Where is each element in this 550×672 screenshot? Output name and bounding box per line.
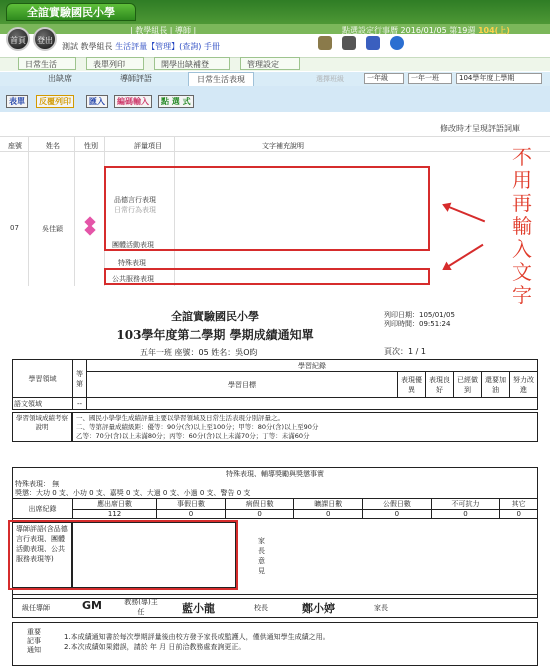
domain-header: 學習領域	[13, 360, 73, 398]
annotation-text	[512, 146, 532, 307]
tab-daily-performance[interactable]: 日常生活表現	[188, 72, 254, 86]
report-title: 103學年度第二學期 學期成績通知單	[116, 328, 314, 342]
tab-attendance[interactable]: 出缺席	[48, 74, 72, 83]
att-h4: 公假日數	[363, 499, 432, 510]
menu-management[interactable]: 管理設定	[240, 57, 300, 70]
logout-button[interactable]: 登出	[33, 27, 57, 51]
teacher-comment-label: 導師評語(含品德言行表現、團體活動表現、公共服務表現等)	[12, 522, 72, 588]
toolbar-icons	[318, 36, 414, 52]
homeroom-label: 級任導師	[22, 604, 50, 612]
report-school: 全誼實驗國民小學	[171, 310, 259, 323]
dean-label: 教務(導)主任	[124, 598, 158, 616]
item-morality[interactable]: 品德言行表現	[114, 196, 156, 204]
col-excellent: 表現優異	[398, 372, 426, 398]
click-mode-button[interactable]: 點 選 式	[158, 95, 194, 108]
report-card	[0, 300, 550, 672]
homeroom-name: GM	[82, 599, 102, 612]
menu-daily-life[interactable]: 日常生活	[18, 57, 76, 70]
att-h0: 應出席日數	[73, 499, 157, 510]
item-group-activity[interactable]: 團體活動表現	[112, 241, 154, 249]
printer-icon[interactable]	[318, 36, 332, 50]
att-v2: 0	[225, 510, 294, 519]
home-button[interactable]: 首頁	[6, 27, 30, 51]
class-select-prompt: 選擇班級	[316, 75, 344, 83]
notice-line-1: 1.本成績通知書於每次學期評量後由校方發予家長或監護人，僅供通知學生成績之用。	[64, 633, 330, 641]
login-user: 測試 教學組長	[62, 42, 113, 51]
highlight-box-report	[8, 520, 238, 590]
print-date: 列印日期：105/01/05	[384, 311, 455, 319]
annotation-char: 字	[512, 283, 532, 307]
grid-header	[0, 136, 550, 152]
col-gender: 性別	[84, 142, 98, 150]
import-button[interactable]: 匯入	[86, 95, 108, 108]
col-improve: 努力改進	[510, 372, 538, 398]
col-good: 表現良好	[426, 372, 454, 398]
date-info	[342, 25, 510, 36]
att-h5: 不可抗力	[431, 499, 500, 510]
annotation-char: 文	[512, 260, 532, 284]
att-v1: 0	[157, 510, 226, 519]
annotation-char: 再	[512, 191, 532, 215]
term-select[interactable]: 104學年度上學期	[456, 73, 542, 84]
info-icon[interactable]	[390, 36, 404, 50]
notice-label: 重要記事通知	[27, 628, 41, 654]
seat-number: 07	[10, 224, 19, 232]
phrase-bank-hint: 修改時才呈現評語詞庫	[440, 124, 520, 133]
att-v5: 0	[431, 510, 500, 519]
manual-link[interactable]: 手冊	[203, 42, 220, 51]
att-h6: 其它	[500, 499, 538, 510]
current-date: 2016/01/05 第19週	[400, 26, 476, 35]
student-name: 吳佳穎	[42, 225, 63, 233]
col-done: 已經做到	[454, 372, 482, 398]
class-select[interactable]: 一年一班	[408, 73, 452, 84]
col-item: 評量項目	[134, 142, 162, 150]
col-name: 姓名	[46, 142, 60, 150]
rubric-line: 二、等第評量成績級距：優等：90分(含)以上至100分；甲等：80分(含)以上至90分	[76, 423, 319, 431]
tab-teacher-comment[interactable]: 導師評語	[120, 74, 152, 83]
domain-language-rank: --	[73, 398, 87, 410]
domain-language: 語文領域	[13, 398, 73, 410]
att-v6: 0	[500, 510, 538, 519]
menu-form-print[interactable]: 表單列印	[86, 57, 144, 70]
print-time: 列印時間：09:51:24	[384, 320, 451, 328]
login-info	[62, 41, 220, 52]
col-note: 文字補充說明	[262, 142, 304, 150]
student-line: 五年一班 座號：05 姓名：吳O昀	[140, 348, 258, 357]
arrow-upper	[444, 204, 486, 222]
rubric-label: 學習領域成績考察說明	[12, 412, 72, 442]
principal-name: 鄭小婷	[302, 602, 335, 615]
book-icon[interactable]	[366, 36, 380, 50]
reward-line: 獎懲：大功 0 支、小功 0 支、嘉獎 0 支、大過 0 支、小過 0 支、警告 0 支	[15, 489, 251, 497]
female-icon-lower	[84, 224, 95, 235]
parent-label: 家長	[374, 604, 388, 612]
batch-print-button[interactable]: 反覆列印	[36, 95, 74, 108]
document-icon[interactable]	[342, 36, 356, 50]
att-h2: 病假日數	[225, 499, 294, 510]
attendance-table	[12, 498, 538, 519]
action-band	[0, 86, 550, 112]
attendance-label: 出席紀錄	[13, 499, 73, 519]
annotation-char: 輸	[512, 214, 532, 238]
dean-name: 藍小龍	[182, 602, 215, 615]
form-button[interactable]: 表單	[6, 95, 28, 108]
record-header: 學習紀錄	[87, 360, 538, 372]
notice-line-2: 2.本次成績如果錯誤，請於 年 月 日前洽教務處查詢更正。	[64, 643, 246, 651]
att-v3: 0	[294, 510, 363, 519]
highlight-box-upper	[104, 166, 430, 251]
school-name-tab: 全誼實驗國民小學	[6, 3, 136, 21]
item-public-service[interactable]: 公共服務表現	[112, 275, 154, 283]
rank-header: 等第	[73, 360, 87, 398]
col-seat: 座號	[8, 142, 22, 150]
app-shell	[0, 0, 550, 307]
rubric-line: 乙等：70分(含)以上未滿80分；丙等：60分(含)以上未滿70分；丁等：未滿60分	[76, 432, 310, 440]
highlight-box-lower	[104, 268, 430, 285]
col-keep-going: 還要加油	[482, 372, 510, 398]
special-line: 特殊表現： 無	[15, 480, 60, 488]
role-links[interactable]: | 教學組長 | 導師 |	[130, 26, 197, 35]
att-v0: 112	[73, 510, 157, 519]
menu-attendance-fill[interactable]: 開學出缺補登	[154, 57, 230, 70]
code-input-button[interactable]: 編碼輸入	[114, 95, 152, 108]
annotation-char: 不	[512, 145, 532, 169]
special-header: 特殊表現、輔導獎勵與獎懲事實	[226, 470, 324, 478]
calendar-link[interactable]: 點選設定行事曆	[342, 26, 398, 35]
item-daily-behavior[interactable]: 日常行為表現	[114, 206, 156, 214]
grade-select[interactable]: 一年級	[364, 73, 404, 84]
annotation-char: 入	[512, 237, 532, 261]
module-label: 生活評量【管理】(查詢)	[115, 42, 202, 51]
learning-table	[12, 359, 538, 410]
rubric-text	[72, 412, 538, 442]
arrow-lower	[443, 244, 483, 270]
principal-label: 校長	[254, 604, 268, 612]
goal-header: 學習目標	[87, 372, 398, 398]
item-special[interactable]: 特殊表現	[118, 259, 146, 267]
att-h3: 曠課日數	[294, 499, 363, 510]
rubric-line: 一、國民小學學生成績評量主要以學習領域及日常生活表現分別評量之。	[76, 414, 284, 422]
page-number: 頁次：1 / 1	[384, 347, 426, 356]
att-v4: 0	[363, 510, 432, 519]
annotation-char: 用	[512, 168, 532, 192]
parent-comment-label: 家長意見	[258, 537, 265, 575]
att-h1: 事假日數	[157, 499, 226, 510]
term-badge: 104(上)	[477, 26, 510, 35]
